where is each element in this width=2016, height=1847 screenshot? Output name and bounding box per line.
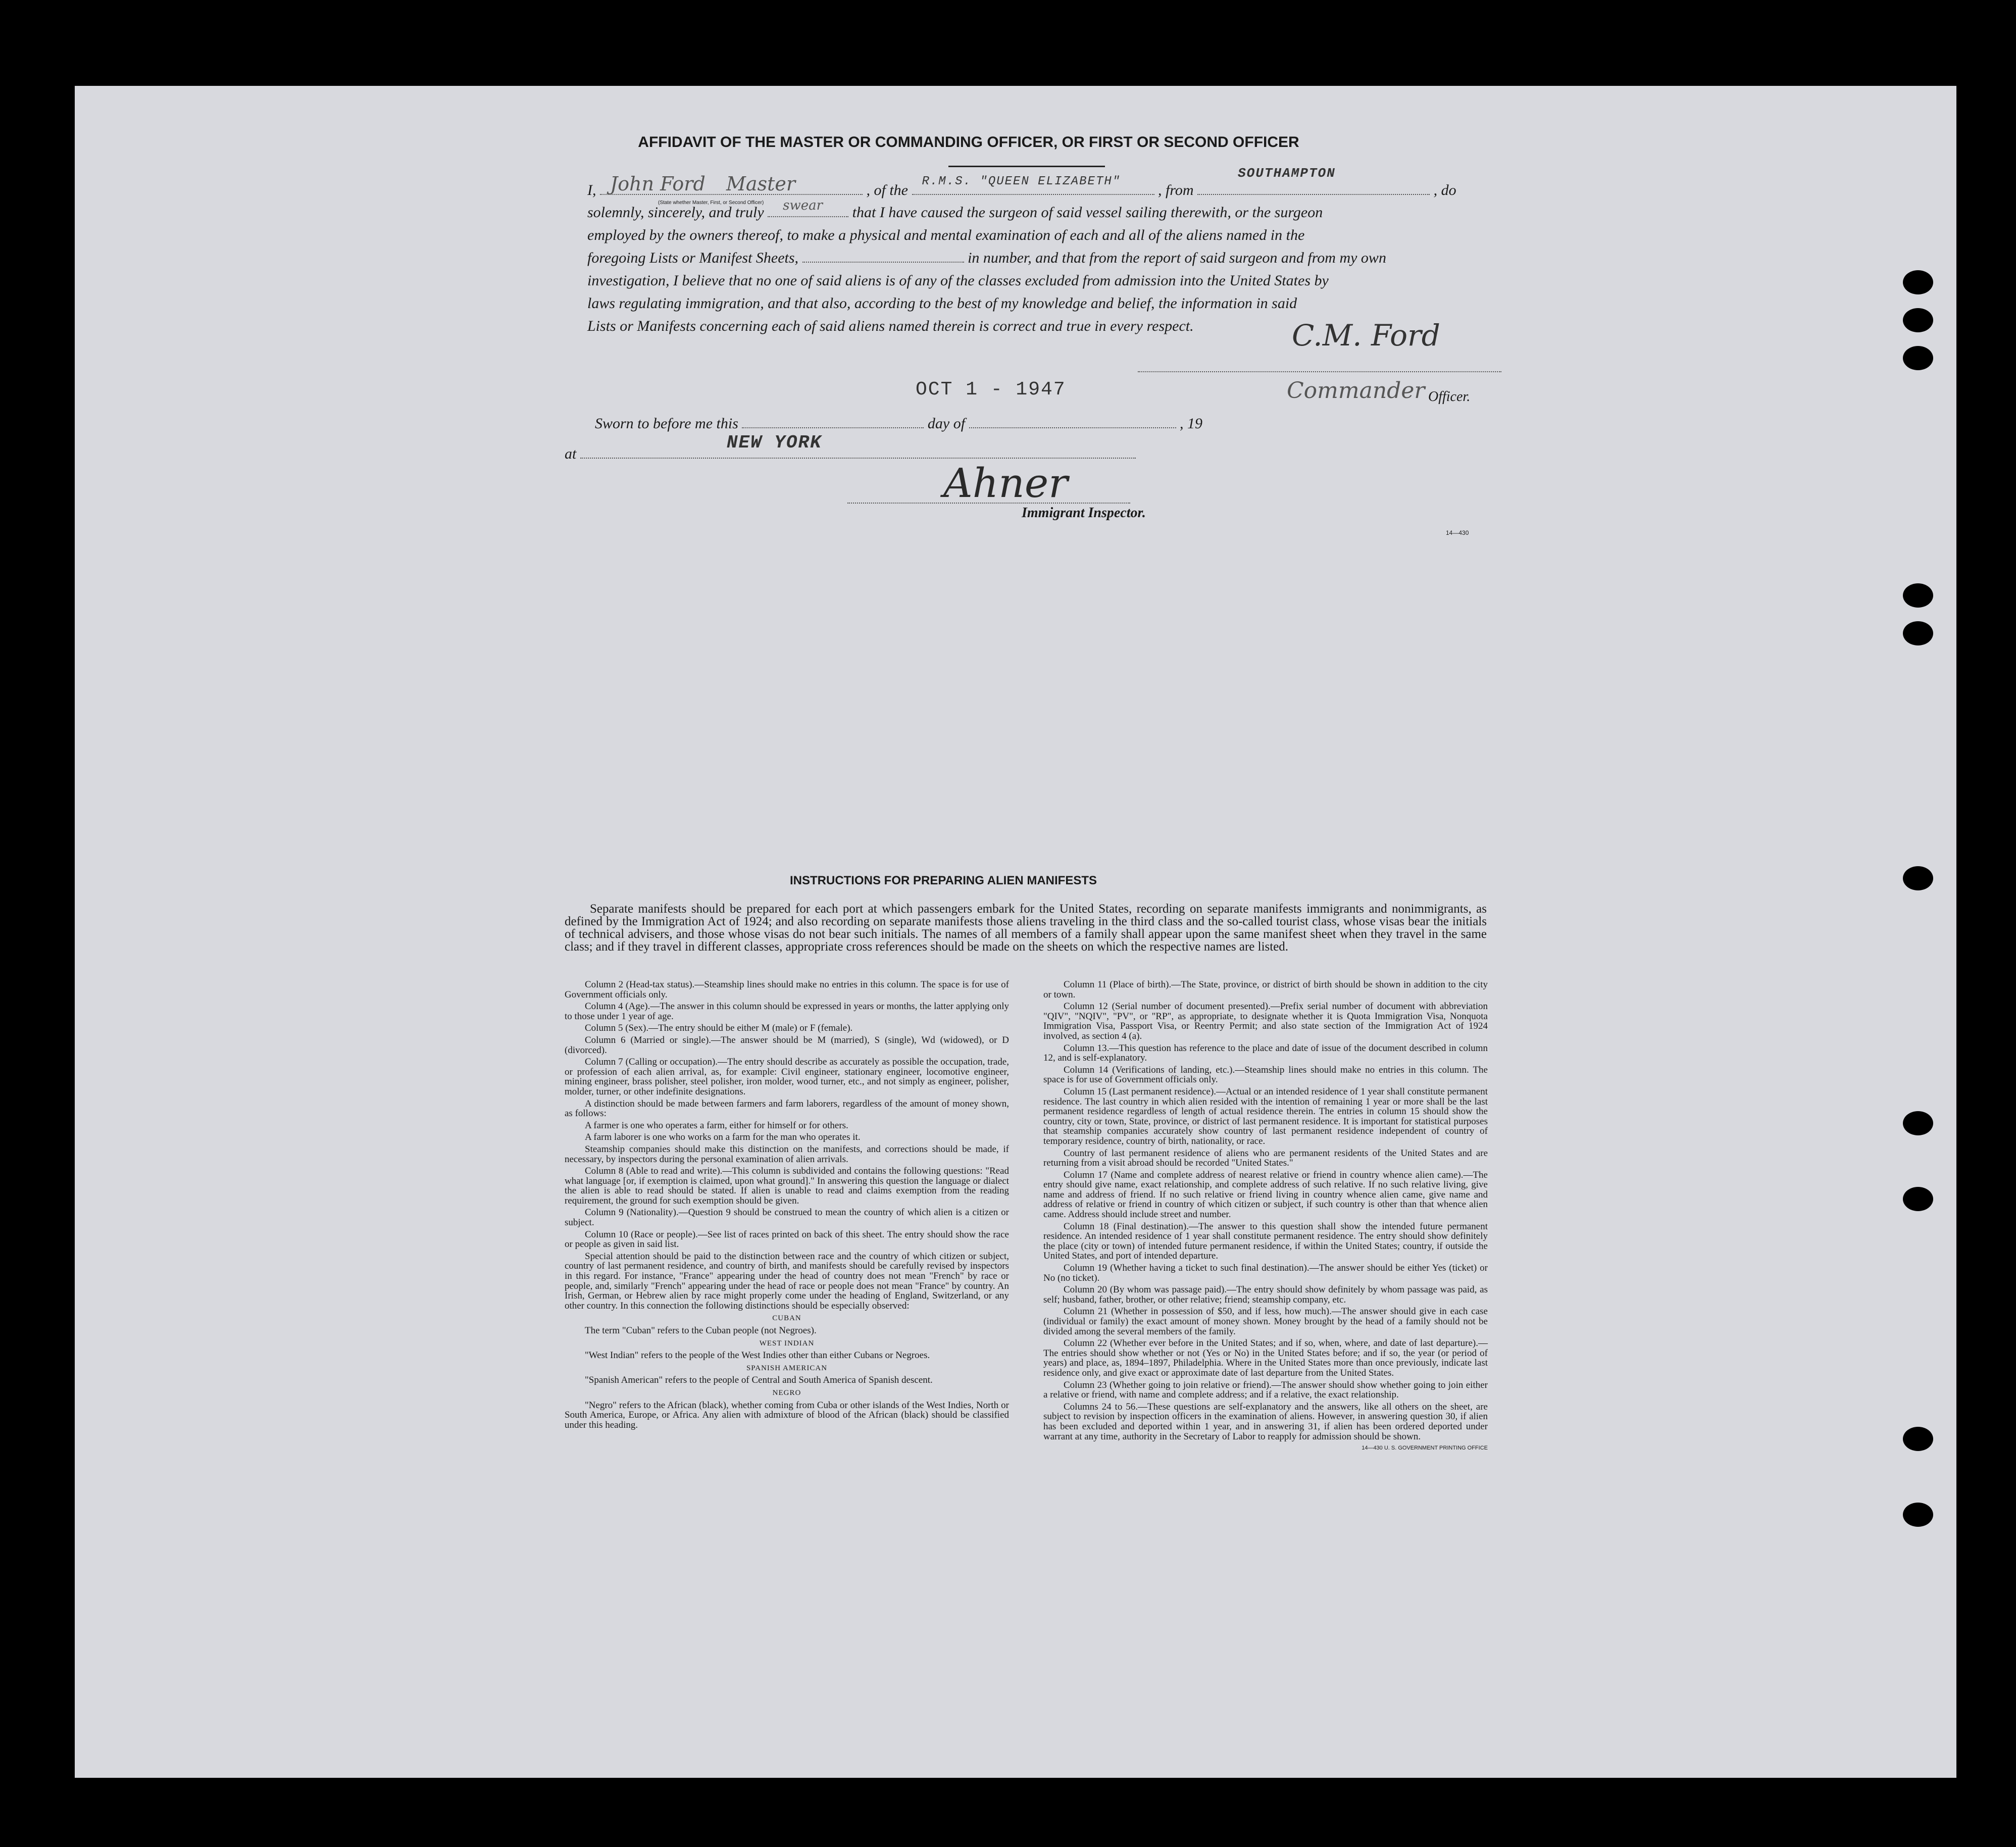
line3: employed by the owners thereof, to make a physical and mental examination of each and all of the aliens named in the: [587, 227, 1305, 243]
left-col-paragraph: Column 5 (Sex).—The entry should be either M (male) or F (female).: [585, 1023, 853, 1034]
instructions-title: INSTRUCTIONS FOR PREPARING ALIEN MANIFESTS: [789, 874, 1097, 887]
port-name: SOUTHAMPTON: [1238, 166, 1336, 181]
spanish-american-heading: SPANISH AMERICAN: [746, 1364, 828, 1372]
place-field: [580, 432, 1136, 459]
line1-of-the: , of the: [866, 182, 908, 198]
ship-name: R.M.S. "QUEEN ELIZABETH": [922, 175, 1121, 188]
ship-field: [912, 175, 1154, 195]
punch-hole: [1903, 1427, 1933, 1451]
left-col-paragraph: Column 7 (Calling or occupation).—The entry should describe as accurately as possible the occupation, trade, or profession of each alien arrival, as, for example: Civil engineer, stationary engineer, locomotive engineer, mining engineer, brass polisher, steel polisher, iron molder, wood turner, etc., and not simply as engineer, polisher, molder, turner, or other indefinite designations.: [565, 1057, 1009, 1097]
left-col-paragraph: Column 6 (Married or single).—The answer should be M (married), S (single), Wd (widowed), or D (divorced).: [565, 1034, 1009, 1056]
right-col-paragraph: Column 17 (Name and complete address of nearest relative or friend in country whence alien came).—The entry should give name, exact relationship, and complete address of such relative. If no such relative living, give name and address of friend. If no such relative or friend living in country whence alien came, give name and address of relative or friend in country of which citizen or subject, if such country is other than that whence alien came. Address should include street and number.: [1043, 1169, 1488, 1220]
instructions-left-column: [565, 980, 1009, 1432]
place-name: NEW YORK: [726, 432, 822, 453]
right-col-paragraph: Column 20 (By whom was passage paid).—The entry should show definitely by whom passage was paid, as self; husband, father, brother, or other relative; friend; steamship company, etc.: [1043, 1284, 1488, 1305]
handwritten-rank-signature: Commander: [1287, 378, 1425, 404]
punch-hole: [1903, 346, 1933, 370]
line1-from: , from: [1158, 182, 1194, 198]
state-note: (State whether Master, First, or Second Officer): [658, 200, 764, 206]
document-page: [75, 86, 1956, 1778]
title-rule: [948, 166, 1105, 167]
sworn-line: [595, 415, 1202, 432]
at-label: at: [565, 445, 577, 462]
right-col-paragraph: Column 12 (Serial number of document presented).—Prefix serial number of document with abbreviation "QIV", "NQIV", "PV", or "RP", as appropriate, to designate whether it is Quota Immigration Visa, Nonquota Immigration Visa, Passport Visa, or Reentry Permit; and also state section of the Immigration Act of 1924 involved, as section 4 (a).: [1043, 1001, 1488, 1041]
line5: investigation, I believe that no one of said aliens is of any of the classes excluded from admission into the United States by: [587, 272, 1329, 289]
left-col-paragraph: Steamship companies should make this distinction on the manifests, and corrections should be made, if necessary, by inspectors during the personal examination of alien arrivals.: [565, 1143, 1009, 1165]
instructions-intro: Separate manifests should be prepared for each port at which passengers embark for the United States, recording on separate manifests immigrants and nonimmigrants, as defined by the Immigration Act of 1924; and also recording on separate manifests those aliens traveling in the third class and the so-called tourist class, whose visas bear the initials of technical advisers, and those whose visas do not bear such initials. The names of all members of a family shall appear upon the same manifest sheet when they travel in the same class; and if they travel in different classes, appropriate cross references should be made on the sheets on which the respective names are listed.: [565, 902, 1487, 954]
swear-field: [768, 198, 848, 217]
inspector-label: Immigrant Inspector.: [1022, 505, 1146, 521]
form-number-top: 14—430: [1446, 529, 1469, 536]
punch-hole: [1903, 1503, 1933, 1527]
signature-line: [1138, 371, 1501, 372]
right-col-paragraph: Column 23 (Whether going to join relative or friend).—The answer should show whether going to join either a relative or friend, with name and complete address; and if a relative, the exact relationship.: [1043, 1379, 1488, 1401]
port-field: [1197, 166, 1430, 195]
handwritten-rank: Master: [726, 173, 795, 195]
left-col-paragraph: Column 4 (Age).—The answer in this column should be expressed in years or months, the latter applying only to those under 1 year of age.: [565, 1001, 1009, 1022]
right-col-paragraph: Column 22 (Whether ever before in the United States; and if so, when, where, and date of last departure).—The entries should show whether or not (Yes or No) in the United States before; and if so, the year (or period of years) and place, as, 1894–1897, Philadelphia. Where in the United States more than once previously, indicate last residence only, and give exact or approximate date of last departure from the United States.: [1043, 1338, 1488, 1378]
right-col-paragraph: Columns 24 to 56.—These questions are self-explanatory and the answers, like all others on the sheet, are subject to revision by inspection officers in the examination of aliens. However, in answering question 30, if alien has been excluded and deported within 1 year, and in answering 31, if alien has been ordered deported under warrant at any time, authority in the Secretary of Labor to reapply for admission should be shown.: [1043, 1401, 1488, 1442]
line6: laws regulating immigration, and that also, according to the best of my knowledge and belief, the information in said: [587, 295, 1297, 312]
master-signature: C.M. Ford: [1292, 318, 1440, 353]
right-col-paragraph: Column 13.—This question has reference to the place and date of issue of the document described in column 12, and is self-explanatory.: [1043, 1042, 1488, 1064]
right-col-paragraph: Column 21 (Whether in possession of $50, and if less, how much).—The answer should give in each case (individual or family) the exact amount of money shown. Money brought by the head of a family should not be divided among the several members of the family.: [1043, 1306, 1488, 1337]
left-col-paragraph: Column 8 (Able to read and write).—This column is subdivided and contains the following questions: "Read what language [or, if exemption is claimed, upon what ground]." In answering this question the language or dialect the alien is able to read should be stated. If alien is unable to read and claims exemption from the reading requirement, the ground for such exemption should be given.: [565, 1166, 1009, 1206]
punch-hole: [1903, 1187, 1933, 1211]
line2-start: solemnly, sincerely, and truly: [587, 204, 764, 221]
inspector-signature: Ahner: [943, 460, 1068, 507]
inspector-line: [847, 503, 1130, 504]
footer-printing-office: 14—430 U. S. GOVERNMENT PRINTING OFFICE: [1362, 1445, 1488, 1452]
line1-do: , do: [1433, 182, 1456, 198]
punch-hole: [1903, 270, 1933, 294]
cuban-text: The term "Cuban" refers to the Cuban people (not Negroes).: [585, 1325, 817, 1336]
left-col-paragraph: A distinction should be made between farmers and farm laborers, regardless of the amount of money shown, as follows:: [565, 1098, 1009, 1119]
left-col-paragraph: Special attention should be paid to the distinction between race and the country of which citizen or subject, country of last permanent residence, and country of birth, and manifests should be carefully revised by inspectors in this regard. For instance, "France" appearing under the head of country does not mean "French" by race or people, and, similarly "French" appearing under the head of race or people does not mean "France" by country. An Irish, German, or Hebrew alien by race might properly come under the heading of England, Switzerland, or any other country. In this connection the following distinctions should be especially observed:: [565, 1251, 1009, 1311]
line4-end: in number, and that from the report of said surgeon and from my own: [968, 249, 1386, 266]
name-field: [600, 173, 863, 195]
handwritten-swear: swear: [783, 198, 823, 213]
line7: Lists or Manifests concerning each of said aliens named therein is correct and true in every respect.: [587, 318, 1194, 334]
punch-hole: [1903, 866, 1933, 890]
left-col-paragraph: Column 9 (Nationality).—Question 9 should be construed to mean the country of which alien is a citizen or subject.: [565, 1207, 1009, 1228]
left-col-paragraph: A farm laborer is one who works on a farm for the man who operates it.: [585, 1132, 861, 1143]
right-col-paragraph: Column 18 (Final destination).—The answer to this question shall show the intended future permanent residence. An intended residence of 1 year shall constitute permanent residence. The entry should show definitely the place (city or town) of intended future permanent residence, if within the United States; country, if outside the United States, and port of intended departure.: [1043, 1221, 1488, 1262]
cuban-heading: CUBAN: [772, 1314, 801, 1323]
year-label: , 19: [1180, 415, 1203, 432]
right-col-paragraph: Column 14 (Verifications of landing, etc.).—Steamship lines should make no entries in this column. The space is for use of Government officials only.: [1043, 1064, 1488, 1085]
date-stamp: OCT 1 - 1947: [916, 379, 1066, 401]
count-field: [802, 252, 964, 263]
line2-end: that I have caused the surgeon of said vessel sailing therewith, or the surgeon: [852, 204, 1323, 221]
left-col-paragraph: Column 10 (Race or people).—See list of races printed on back of this sheet. The entry should show the race or people as given in said list.: [565, 1229, 1009, 1250]
spanish-american-text: "Spanish American" refers to the people of Central and South America of Spanish descent.: [585, 1375, 933, 1386]
punch-hole: [1903, 621, 1933, 645]
west-indian-text: "West Indian" refers to the people of the West Indies other than either Cubans or Negroes.: [585, 1350, 930, 1361]
left-col-paragraph: Column 2 (Head-tax status).—Steamship lines should make no entries in this column. The space is for use of Government officials only.: [565, 979, 1009, 1000]
sworn-text: Sworn to before me this: [595, 415, 738, 432]
west-indian-heading: WEST INDIAN: [759, 1339, 815, 1347]
negro-heading: NEGRO: [772, 1388, 801, 1397]
right-col-paragraph: Column 19 (Whether having a ticket to such final destination).—The answer should be either Yes (ticket) or No (no ticket).: [1043, 1263, 1488, 1283]
line4-start: foregoing Lists or Manifest Sheets,: [587, 249, 799, 266]
line1-i: I,: [587, 182, 596, 198]
day-of-label: day of: [927, 415, 966, 432]
punch-hole: [1903, 1111, 1933, 1135]
punch-hole: [1903, 583, 1933, 608]
officer-label: Officer.: [1428, 389, 1471, 405]
affidavit-title: AFFIDAVIT OF THE MASTER OR COMMANDING OFFICER, OR FIRST OR SECOND OFFICER: [638, 134, 1299, 151]
right-col-paragraph: Country of last permanent residence of aliens who are permanent residents of the United States and are returning from a visit abroad should be recorded "United States.": [1043, 1147, 1488, 1169]
sworn-day-field: [742, 417, 924, 428]
punch-hole: [1903, 308, 1933, 332]
left-col-paragraph: A farmer is one who operates a farm, either for himself or for others.: [585, 1120, 848, 1131]
instructions-right-column: [1043, 980, 1488, 1456]
right-col-paragraph: Column 11 (Place of birth).—The State, province, or district of birth should be shown in addition to the city or town.: [1043, 979, 1488, 1000]
negro-text: "Negro" refers to the African (black), whether coming from Cuba or other islands of the West Indies, North or South America, Europe, or Africa. Any alien with admixture of blood of the African (black) should be classified under this heading.: [565, 1400, 1009, 1430]
handwritten-name: John Ford: [610, 173, 705, 195]
right-col-paragraph: Column 15 (Last permanent residence).—Actual or an intended residence of 1 year shall constitute permanent residence. The last country in which alien resided with the intention of remaining 1 year or more shall be the last permanent residence regardless of length of actual residence therein. The entries in column 15 should show the country, city or town, State, province, or district of last permanent residence. It is important for statistical purposes that steamship companies accurately show country of last permanent residence independent of country of temporary residence, country of birth, nationality, or race.: [1043, 1086, 1488, 1146]
sworn-month-field: [969, 417, 1176, 428]
